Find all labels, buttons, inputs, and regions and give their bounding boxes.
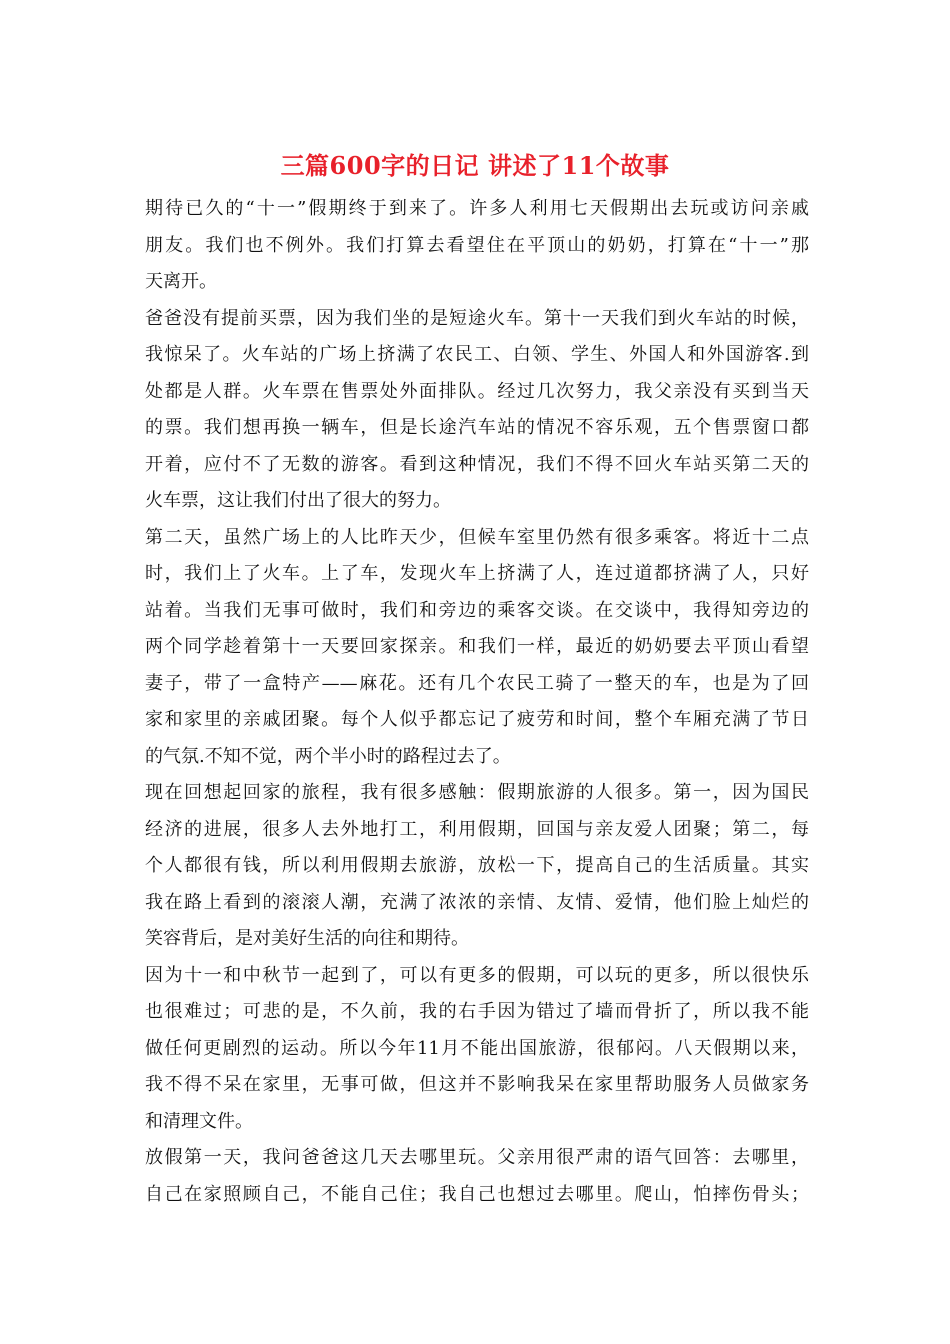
document-body (145, 191, 809, 1213)
paragraph-2 (145, 301, 809, 520)
text-line: 笑容背后，是对美好生活的向往和期待。 (145, 928, 469, 949)
text-line: 个人都很有钱，所以利用假期去旅游，放松一下，提高自己的生活质量。其实 (145, 855, 809, 876)
text-line: 家和家里的亲戚团聚。每个人似乎都忘记了疲劳和时间，整个车厢充满了节日 (145, 709, 809, 730)
text-line: 妻子，带了一盒特产——麻花。还有几个农民工骑了一整天的车，也是为了回 (145, 672, 809, 694)
text-line: 的票。我们想再换一辆车，但是长途汽车站的情况不容乐观，五个售票窗口都 (145, 417, 809, 438)
text-line: 爸爸没有提前买票，因为我们坐的是短途火车。第十一天我们到火车站的时候， (145, 307, 809, 329)
text-line: 第二天，虽然广场上的人比昨天少，但候车室里仍然有很多乘客。将近十二点 (145, 526, 809, 548)
text-line: 和清理文件。 (145, 1110, 253, 1132)
text-line: 时，我们上了火车。上了车，发现火车上挤满了人，连过道都挤满了人，只好 (145, 563, 809, 584)
text-line: 期待已久的“十一”假期终于到来了。许多人利用七天假期出去玩或访问亲戚 (145, 198, 809, 219)
text-line: 我在路上看到的滚滚人潮，充满了浓浓的亲情、友情、爱情，他们脸上灿烂的 (145, 891, 809, 913)
paragraph-4 (145, 775, 809, 958)
text-line: 我惊呆了。火车站的广场上挤满了农民工、白领、学生、外国人和外国游客.到 (145, 344, 809, 365)
text-line: 现在回想起回家的旅程，我有很多感触：假期旅游的人很多。第一，因为国民 (145, 782, 809, 803)
text-line: 自己在家照顾自己，不能自己住；我自己也想过去哪里。爬山，怕摔伤骨头； (145, 1183, 809, 1205)
paragraph-6 (145, 1140, 809, 1213)
text-line: 开着，应付不了无数的游客。看到这种情况，我们不得不回火车站买第二天的 (145, 453, 809, 475)
text-line: 站着。当我们无事可做时，我们和旁边的乘客交谈。在交谈中，我得知旁边的 (145, 599, 809, 621)
text-line: 做任何更剧烈的运动。所以今年11月不能出国旅游，很郁闷。八天假期以来， (145, 1037, 809, 1059)
text-line: 也很难过；可悲的是，不久前，我的右手因为错过了墙而骨折了，所以我不能 (145, 1001, 809, 1022)
text-line: 放假第一天，我问爸爸这几天去哪里玩。父亲用很严肃的语气回答：去哪里， (145, 1147, 809, 1168)
paragraph-3 (145, 520, 809, 776)
text-line: 朋友。我们也不例外。我们打算去看望住在平顶山的奶奶，打算在“十一”那 (145, 234, 809, 256)
text-line: 经济的进展，很多人去外地打工，利用假期，回国与亲友爱人团聚；第二，每 (145, 818, 809, 840)
document-title: 三篇600字的日记 讲述了11个故事 (280, 151, 670, 180)
text-line: 处都是人群。火车票在售票处外面排队。经过几次努力，我父亲没有买到当天 (145, 380, 809, 402)
text-line: 因为十一和中秋节一起到了，可以有更多的假期，可以玩的更多，所以很快乐 (145, 964, 809, 986)
paragraph-5 (145, 958, 809, 1141)
text-line: 我不得不呆在家里，无事可做，但这并不影响我呆在家里帮助服务人员做家务 (145, 1074, 809, 1095)
paragraph-1 (145, 191, 809, 301)
text-line: 天离开。 (145, 271, 217, 292)
text-line: 的气氛.不知不觉，两个半小时的路程过去了。 (145, 745, 511, 767)
text-line: 火车票，这让我们付出了很大的努力。 (145, 490, 451, 511)
text-line: 两个同学趁着第十一天要回家探亲。和我们一样，最近的奶奶要去平顶山看望 (145, 636, 809, 657)
